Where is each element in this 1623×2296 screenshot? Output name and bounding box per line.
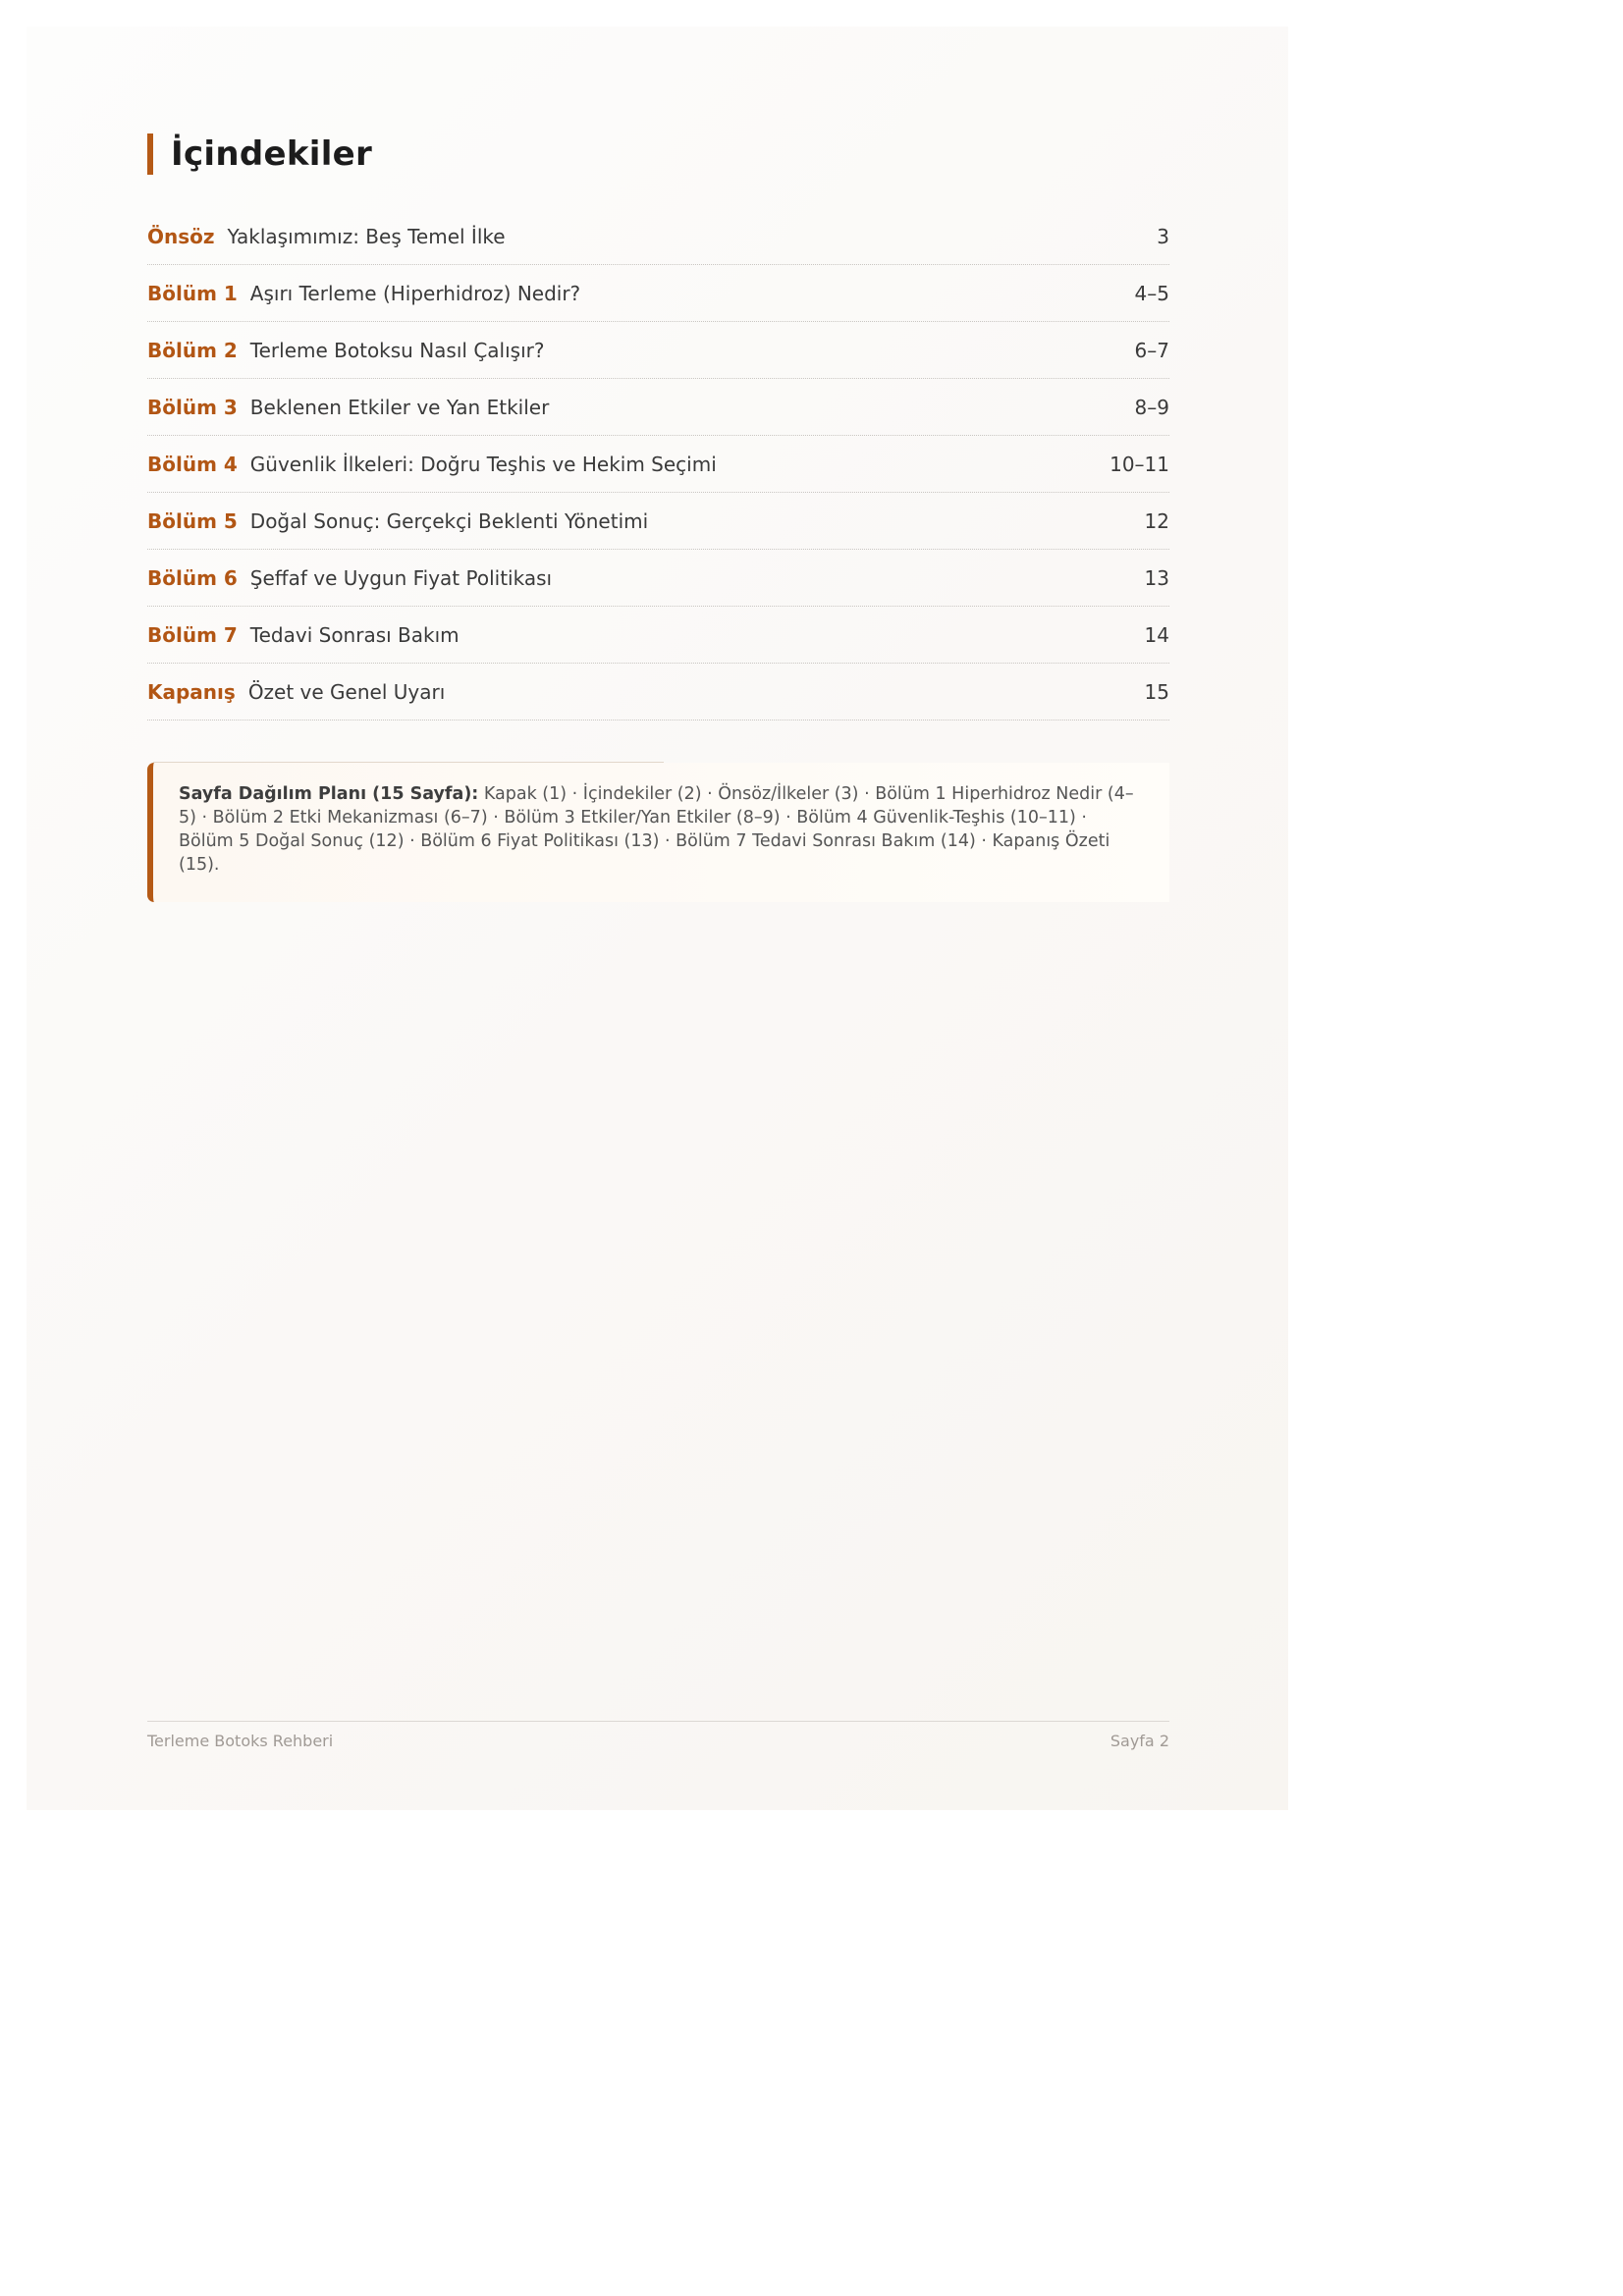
page-title: İçindekiler [171,134,373,174]
toc-entry-title: Şeffaf ve Uygun Fiyat Politikası [249,566,553,590]
title-accent-bar [147,133,153,175]
toc-entry-page: 13 [1144,566,1169,590]
toc-entry-page: 14 [1144,623,1169,647]
toc-entry-page: 15 [1144,680,1169,704]
note-body: Kapak (1) · İçindekiler (2) · Önsöz/İlkeler (3) · Bölüm 1 Hiperhidroz Nedir (4–5) · Bölüm 2 Etki Mekanizması (6–7) · Bölüm 3 Etkiler/Yan Etkiler (8–9) · Bölüm 4 Güvenlik-Teşhis (10–11) · Bölüm 5 Doğal Sonuç (12) · Bölüm 6 Fiyat Politikası (13) · Bölüm 7 Tedavi Sonrası Bakım (14) · Kapanış Özeti (15). [179,784,1134,875]
footer-page-number: Sayfa 2 [1109,1732,1169,1750]
toc-entry-page: 6–7 [1134,339,1169,362]
toc-entry-bolum-1[interactable] [147,266,1169,322]
page-footer [147,1721,1169,1750]
toc-entry-title: Doğal Sonuç: Gerçekçi Beklenti Yönetimi [249,509,649,533]
toc-entry-label: Bölüm 2 [147,339,238,362]
toc-entry-label: Bölüm 4 [147,453,238,476]
toc-entry-onsoz[interactable] [147,209,1169,265]
toc-entry-page: 4–5 [1134,282,1169,305]
toc-entry-title: Tedavi Sonrası Bakım [249,623,460,647]
toc-entry-bolum-5[interactable] [147,494,1169,550]
toc-entry-label: Bölüm 3 [147,396,238,419]
table-of-contents [147,209,1169,721]
toc-entry-page: 12 [1144,509,1169,533]
toc-entry-label: Bölüm 6 [147,566,238,590]
toc-entry-bolum-7[interactable] [147,608,1169,664]
note-divider [153,762,664,763]
document-page [27,27,1288,1810]
toc-entry-bolum-3[interactable] [147,380,1169,436]
toc-entry-label: Bölüm 7 [147,623,238,647]
toc-entry-label: Kapanış [147,680,236,704]
toc-entry-title: Güvenlik İlkeleri: Doğru Teşhis ve Hekim Seçimi [249,453,717,476]
toc-entry-bolum-4[interactable] [147,437,1169,493]
toc-entry-title: Terleme Botoksu Nasıl Çalışır? [249,339,545,362]
toc-entry-label: Önsöz [147,225,215,248]
toc-entry-page: 8–9 [1134,396,1169,419]
footer-document-title: Terleme Botoks Rehberi [147,1732,334,1750]
toc-entry-title: Yaklaşımımız: Beş Temel İlke [227,225,506,248]
note-heading: Sayfa Dağılım Planı (15 Sayfa): [179,784,479,804]
toc-entry-kapanis[interactable] [147,665,1169,721]
page-plan-note [147,763,1169,902]
toc-entry-title: Özet ve Genel Uyarı [247,680,446,704]
toc-entry-bolum-2[interactable] [147,323,1169,379]
toc-entry-title: Beklenen Etkiler ve Yan Etkiler [249,396,550,419]
toc-entry-page: 3 [1157,225,1169,248]
toc-entry-label: Bölüm 1 [147,282,238,305]
title-block [147,133,372,175]
toc-entry-bolum-6[interactable] [147,551,1169,607]
toc-entry-page: 10–11 [1109,453,1169,476]
toc-entry-title: Aşırı Terleme (Hiperhidroz) Nedir? [249,282,581,305]
toc-entry-label: Bölüm 5 [147,509,238,533]
